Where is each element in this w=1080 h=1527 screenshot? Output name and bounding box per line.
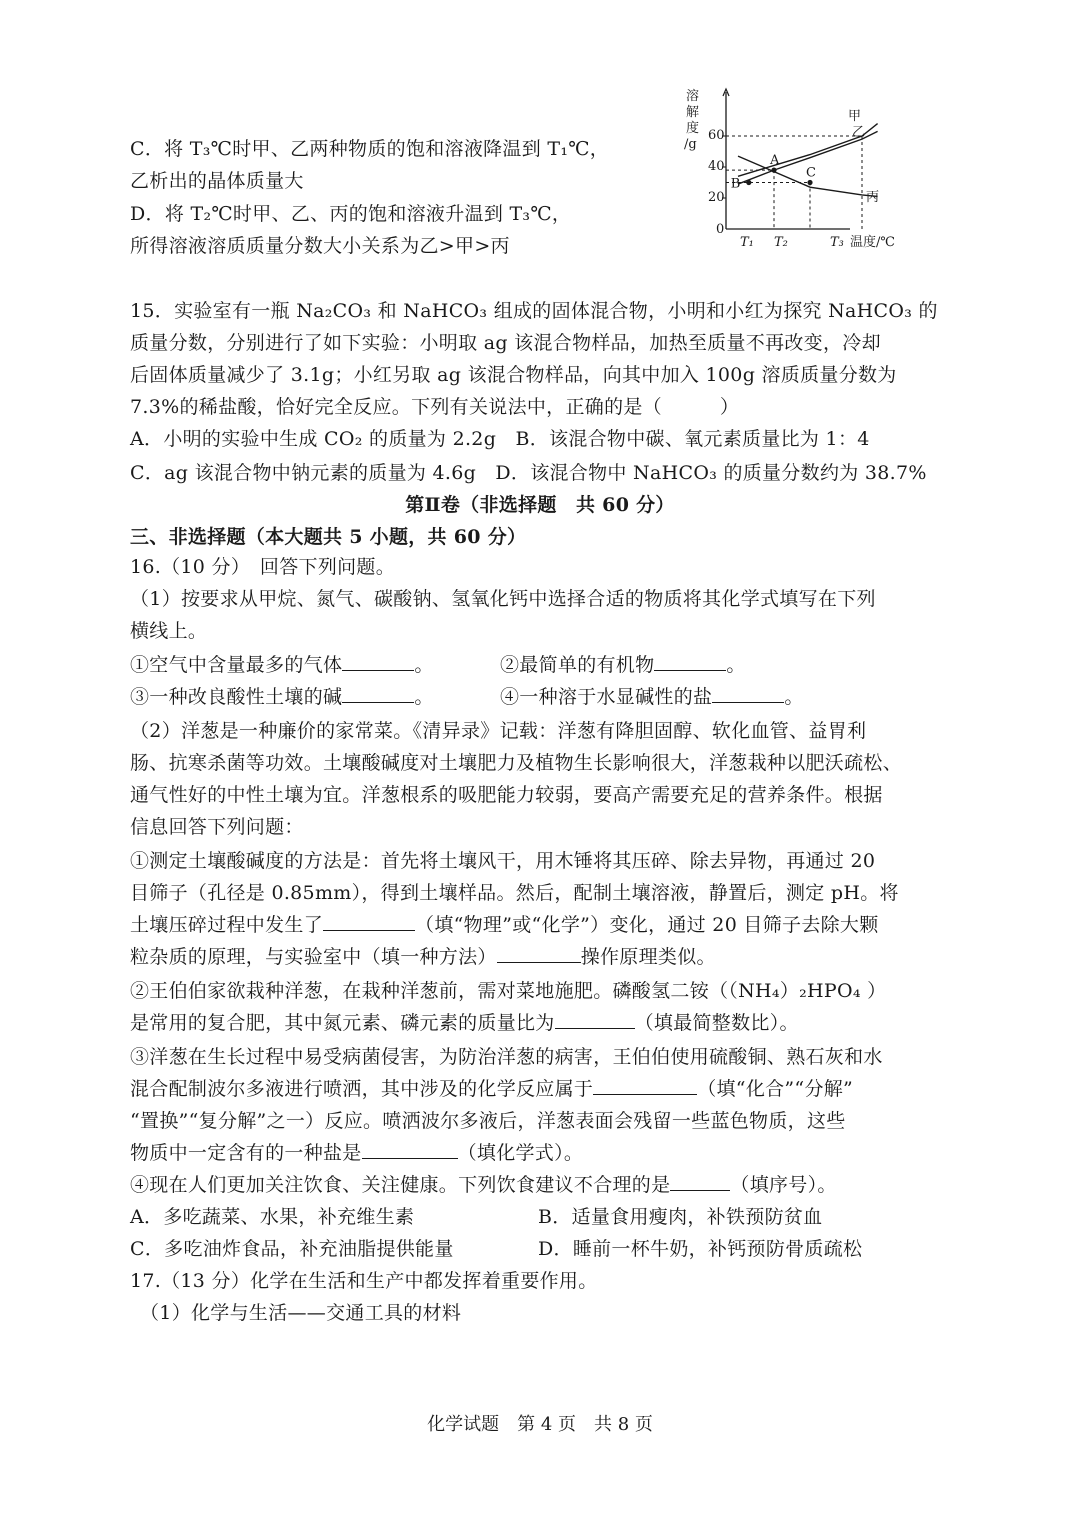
y-tick-label: 20 xyxy=(708,190,725,205)
answer-blank[interactable] xyxy=(593,1074,697,1095)
curve-label-yi: 乙 xyxy=(852,125,866,140)
q16-part1-line2: 横线上。 xyxy=(130,620,208,642)
q16-option-c: C．多吃油炸食品，补充油脂提供能量 xyxy=(130,1238,454,1260)
q14-option-d-line1: D．将 T₂℃时甲、乙、丙的饱和溶液升温到 T₃℃， xyxy=(130,203,572,225)
y-tick-label: 60 xyxy=(708,128,725,143)
page-footer: 化学试题 第 4 页 共 8 页 xyxy=(427,1414,653,1435)
q16-sub1-line2: 目筛子（孔径是 0.85mm），得到土壤样品。然后，配制土壤溶液，静置后，测定 pH。将 xyxy=(130,882,899,904)
answer-blank[interactable] xyxy=(362,1138,458,1159)
q16-item-3: ③一种改良酸性土壤的碱 。 xyxy=(130,686,434,708)
point-label-C: C xyxy=(806,165,816,181)
y-axis-label-char: 度 xyxy=(686,121,700,136)
x-tick-label: T₃ xyxy=(830,235,844,250)
y-axis-label-char: /g xyxy=(684,137,697,152)
q15-options-cd: C．ag 该混合物中钠元素的质量为 4.6g D．该混合物中 NaHCO₃ 的质量分数约为 38.7% xyxy=(130,462,927,484)
q16-sub2-line2: 是常用的复合肥，其中氮元素、磷元素的质量比为 （填最简整数比）。 xyxy=(130,1008,799,1038)
answer-blank[interactable] xyxy=(670,1170,730,1191)
y-axis-label-char: 溶 xyxy=(686,89,700,104)
answer-blank[interactable] xyxy=(654,650,726,671)
q15-line4: 7.3%的稀盐酸，恰好完全反应。下列有关说法中，正确的是（ ） xyxy=(130,396,740,418)
q16-part2-line4: 信息回答下列问题： xyxy=(130,816,304,838)
y-axis-label xyxy=(684,88,699,152)
q16-sub1-line4: 粒杂质的原理，与实验室中（填一种方法） 操作原理类似。 xyxy=(130,942,716,972)
answer-blank[interactable] xyxy=(342,682,414,703)
q16-sub3-line4: 物质中一定含有的一种盐是 （填化学式）。 xyxy=(130,1138,583,1168)
x-tick-label: T₁ xyxy=(740,235,754,250)
x-tick-label: T₂ xyxy=(774,235,788,250)
y-tick-label: 40 xyxy=(708,159,725,174)
q16-option-row-cd xyxy=(130,1234,950,1264)
q17-heading: 17.（13 分）化学在生活和生产中都发挥着重要作用。 xyxy=(130,1270,598,1292)
q16-part2-line1: （2）洋葱是一种廉价的家常菜。《清异录》记载：洋葱有降胆固醇、软化血管、益胃利 xyxy=(130,720,867,742)
q16-item-2: ②最简单的有机物 。 xyxy=(500,650,746,680)
curve-label-bing: 丙 xyxy=(866,190,880,205)
answer-blank[interactable] xyxy=(712,682,784,703)
part-title: 三、非选择题（本大题共 5 小题，共 60 分） xyxy=(130,526,527,548)
q16-sub4-line1: ④现在人们更加关注饮食、关注健康。下列饮食建议不合理的是 （填序号）。 xyxy=(130,1170,837,1200)
q16-option-row-ab xyxy=(130,1202,950,1232)
x-axis-label: 温度/℃ xyxy=(850,235,895,250)
point-label-B: B xyxy=(730,176,741,192)
y-axis-label-char: 解 xyxy=(686,105,700,120)
q15-line3: 后固体质量减少了 3.1g；小红另取 ag 该混合物样品，向其中加入 100g 溶质质量分数为 xyxy=(130,364,897,386)
solubility-graph xyxy=(680,78,920,256)
point-B xyxy=(746,180,751,185)
q16-sub3-line1: ③洋葱在生长过程中易受病菌侵害，为防治洋葱的病害，王伯伯使用硫酸铜、熟石灰和水 xyxy=(130,1046,883,1068)
q16-part1-line1: （1）按要求从甲烷、氮气、碳酸钠、氢氧化钙中选择合适的物质将其化学式填写在下列 xyxy=(130,588,876,610)
answer-blank[interactable] xyxy=(497,942,581,963)
q15-line2: 质量分数，分别进行了如下实验：小明取 ag 该混合物样品，加热至质量不再改变，冷却 xyxy=(130,332,881,354)
point-C xyxy=(807,180,812,185)
q16-blank-row-1 xyxy=(130,650,950,680)
q16-sub2-line1: ②王伯伯家欲栽种洋葱，在栽种洋葱前，需对菜地施肥。磷酸氢二铵（（NH₄）₂HPO₄ ） xyxy=(130,980,887,1002)
q17-part1: （1）化学与生活——交通工具的材料 xyxy=(140,1302,462,1324)
q14-option-c-line1: C．将 T₃℃时甲、乙两种物质的饱和溶液降温到 T₁℃， xyxy=(130,138,610,160)
q16-part2-line2: 肠、抗寒杀菌等功效。土壤酸碱度对土壤肥力及植物生长影响很大，洋葱栽种以肥沃疏松、 xyxy=(130,752,903,774)
q16-sub1-line1: ①测定土壤酸碱度的方法是：首先将土壤风干，用木锤将其压碎、除去异物，再通过 20 xyxy=(130,850,876,872)
curve-label-jia: 甲 xyxy=(848,109,862,124)
q16-option-a: A．多吃蔬菜、水果，补充维生素 xyxy=(130,1206,415,1228)
q15-line1: 15．实验室有一瓶 Na₂CO₃ 和 NaHCO₃ 组成的固体混合物，小明和小红为探究 NaHCO₃ 的 xyxy=(130,300,938,322)
q16-sub3-line3: “置换”“复分解”之一）反应。喷洒波尔多液后，洋葱表面会残留一些蓝色物质，这些 xyxy=(130,1110,846,1132)
answer-blank[interactable] xyxy=(323,910,415,931)
answer-blank[interactable] xyxy=(555,1008,635,1029)
q16-heading: 16.（10 分） 回答下列问题。 xyxy=(130,556,396,578)
q14-option-d-line2: 所得溶液溶质质量分数大小关系为乙>甲>丙 xyxy=(130,235,510,257)
q16-blank-row-2 xyxy=(130,682,950,712)
q16-item-4: ④一种溶于水显碱性的盐 。 xyxy=(500,682,804,712)
q15-options-ab: A．小明的实验中生成 CO₂ 的质量为 2.2g B．该混合物中碳、氧元素质量比为 1：4 xyxy=(130,428,870,450)
q16-option-b: B．适量食用瘦肉，补铁预防贫血 xyxy=(538,1206,823,1228)
y-tick-label: 0 xyxy=(716,222,725,237)
q16-part2-line3: 通气性好的中性土壤为宜。洋葱根系的吸肥能力较弱，要高产需要充足的营养条件。根据 xyxy=(130,784,883,806)
q14-option-c-line2: 乙析出的晶体质量大 xyxy=(130,170,304,192)
answer-blank[interactable] xyxy=(342,650,414,671)
point-A xyxy=(771,168,776,173)
q16-sub1-line3: 土壤压碎过程中发生了 （填“物理”或“化学”）变化，通过 20 目筛子去除大颗 xyxy=(130,910,879,940)
q16-option-d: D．睡前一杯牛奶，补钙预防骨质疏松 xyxy=(538,1238,863,1260)
q16-item-1: ①空气中含量最多的气体 。 xyxy=(130,654,434,676)
volume-title: 第Ⅱ卷（非选择题 共 60 分） xyxy=(405,494,675,516)
point-label-A: A xyxy=(770,153,780,169)
q16-sub3-line2: 混合配制波尔多液进行喷洒，其中涉及的化学反应属于 （填“化合”“分解” xyxy=(130,1074,853,1104)
